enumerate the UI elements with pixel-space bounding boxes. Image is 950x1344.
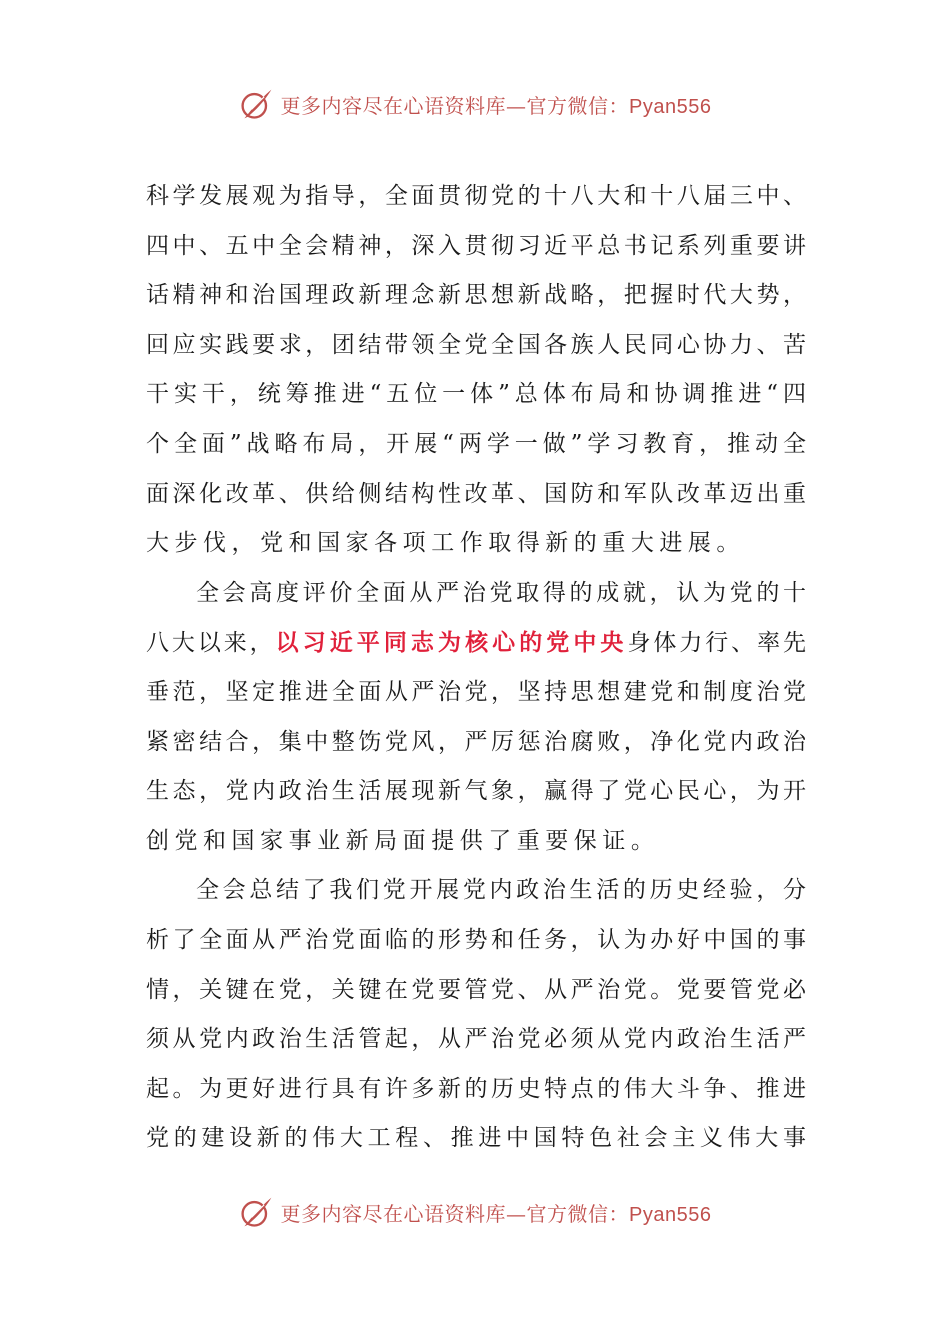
paragraph-2-line — [146, 618, 806, 668]
body-line: 回应实践要求，团结带领全党全国各族人民同心协力、苦 — [146, 331, 806, 358]
header-watermark — [0, 84, 950, 124]
body-line: 四中、五中全会精神，深入贯彻习近平总书记系列重要讲 — [146, 232, 806, 259]
body-line: 个全面”战略布局，开展“两学一做”学习教育，推动全 — [146, 430, 806, 457]
paragraph-3-line: 全会总结了我们党开展党内政治生活的历史经验，分 — [196, 877, 806, 904]
watermark-text: 更多内容尽在心语资料库—官方微信：Pyan556 — [280, 1201, 712, 1226]
watermark-handle: Pyan556 — [629, 95, 712, 118]
text-run: 身体力行、率先 — [627, 630, 806, 657]
body-line: 干实干，统筹推进“五位一体”总体布局和协调推进“四 — [146, 381, 806, 408]
watermark-text: 更多内容尽在心语资料库—官方微信：Pyan556 — [280, 93, 712, 118]
body-line: 科学发展观为指导，全面贯彻党的十八大和十八届三中、 — [146, 183, 806, 209]
document-body — [146, 172, 806, 1164]
footer-watermark — [0, 1192, 950, 1232]
paragraph-3-line: 须从党内政治生活管起，从严治党必须从党内政治生活严 — [146, 1026, 806, 1053]
paragraph-3-line: 析了全面从严治党面临的形势和任务，认为办好中国的事 — [146, 926, 806, 953]
highlighted-phrase: 以习近平同志为核心的党中央 — [275, 629, 628, 657]
paragraph-3-line: 党的建设新的伟大工程、推进中国特色社会主义伟大事 — [146, 1125, 806, 1152]
paragraph-2-line: 生态，党内政治生活展现新气象，赢得了党心民心，为开 — [146, 778, 806, 805]
quill-logo-icon — [239, 1194, 275, 1230]
paragraph-2-line: 全会高度评价全面从严治党取得的成就，认为党的十 — [196, 579, 806, 606]
text-run: 八大以来， — [146, 630, 276, 657]
paragraph-2-line: 垂范，坚定推进全面从严治党，坚持思想建党和制度治党 — [146, 678, 806, 705]
body-line: 话精神和治国理政新理念新思想新战略，把握时代大势， — [146, 282, 806, 309]
body-line: 大步伐，党和国家各项工作取得新的重大进展。 — [146, 530, 745, 557]
paragraph-2-line: 创党和国家事业新局面提供了重要保证。 — [146, 827, 660, 854]
quill-logo-icon — [239, 86, 275, 122]
paragraph-2-line: 紧密结合，集中整饬党风，严厉惩治腐败，净化党内政治 — [146, 728, 806, 755]
body-line: 面深化改革、供给侧结构性改革、国防和军队改革迈出重 — [146, 480, 806, 507]
paragraph-3-line: 情，关键在党，关键在党要管党、从严治党。党要管党必 — [146, 976, 806, 1003]
watermark-handle: Pyan556 — [629, 1203, 712, 1226]
paragraph-3-line: 起。为更好进行具有许多新的历史特点的伟大斗争、推进 — [146, 1075, 806, 1102]
